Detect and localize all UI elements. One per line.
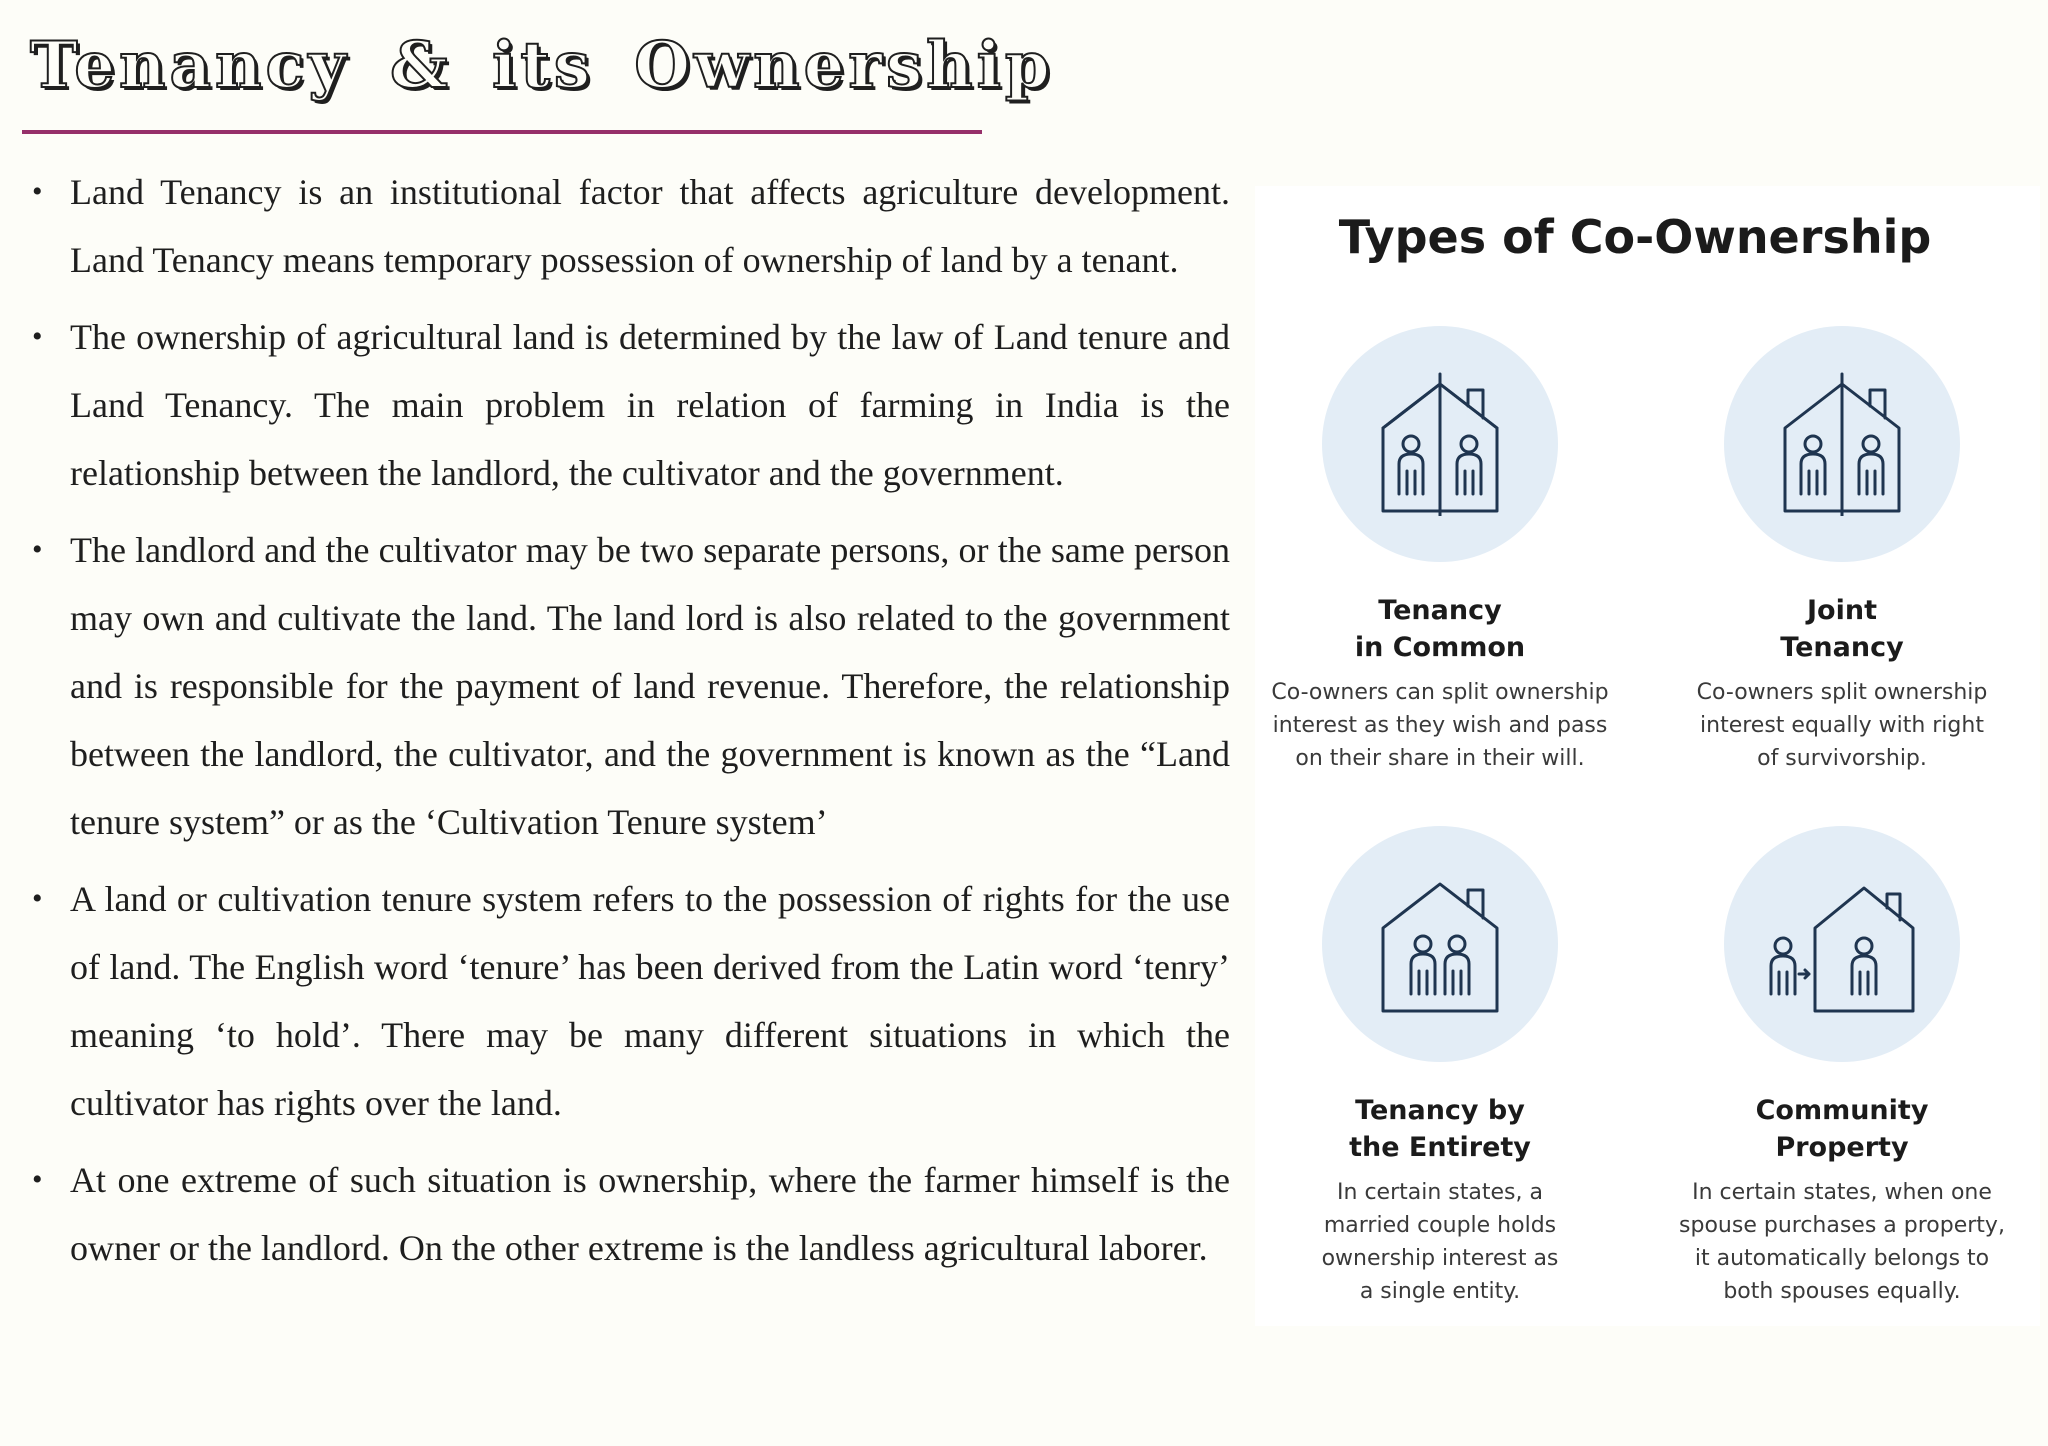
infographic-title: Types of Co-Ownership [1338,210,1932,264]
card-description [1652,676,2032,775]
bullet-item [30,516,1230,856]
card-description [1250,1176,1630,1308]
card-title [1250,1092,1630,1166]
card-desc-line: of survivorship. [1757,746,1927,771]
bullet-text: The landlord and the cultivator may be two separate persons, or the same person may own and cultivate the land. The land lord is also related to the government and is responsible for the payment of land revenue. Therefore, the relationship between the landlord, the cultivator, and the government is known as the “Land tenure system” or as the ‘Cultivation Tenure system’ [70,530,1230,842]
icon-circle [1322,826,1558,1062]
card-title [1250,592,1630,666]
card-title-line: Property [1775,1132,1909,1163]
bullet-item [30,865,1230,1137]
card-desc-line: a single entity. [1359,1279,1521,1304]
card-joint-tenancy [1652,326,2032,775]
bullet-item [30,158,1230,294]
card-desc-line: Co-owners split ownership [1696,680,1988,705]
card-title-line: the Entirety [1349,1132,1531,1163]
bullet-item [30,1146,1230,1282]
icon-circle [1724,326,1960,562]
card-desc-line: In certain states, a [1337,1180,1543,1205]
card-desc-line: it automatically belongs to [1694,1246,1990,1271]
card-desc-line: both spouses equally. [1723,1279,1961,1304]
card-desc-line: ownership interest as [1321,1246,1559,1271]
bullet-marker: • [32,175,43,208]
house-two-people-icon [1365,866,1515,1016]
bullet-text: The ownership of agricultural land is determined by the law of Land tenure and Land Tenancy. The main problem in relation of farming in India is the relationship between the landlord, the cultivator and the government. [70,317,1230,493]
icon-circle [1322,326,1558,562]
bullet-marker: • [32,320,43,353]
bullet-text: At one extreme of such situation is ownership, where the farmer himself is the owner or the landlord. On the other extreme is the landless agricultural laborer. [70,1160,1230,1268]
bullet-item [30,303,1230,507]
bullet-marker: • [32,533,43,566]
co-ownership-infographic [1255,186,2040,1326]
card-desc-line: Co-owners can split ownership [1271,680,1609,705]
card-title-line: Tenancy [1780,632,1904,663]
card-community-property [1652,826,2032,1308]
bullet-text: A land or cultivation tenure system refers to the possession of rights for the use of land. The English word ‘tenure’ has been derived from the Latin word ‘tenry’ meaning ‘to hold’. There may be many different situations in which the cultivator has rights over the land. [70,879,1230,1123]
card-desc-line: interest as they wish and pass [1272,713,1608,738]
card-tenancy-in-common [1250,326,1630,775]
bullet-list [30,158,1230,1291]
bullet-marker: • [32,882,43,915]
icon-circle [1724,826,1960,1062]
card-title-line: Tenancy [1378,595,1502,626]
bullet-marker: • [32,1163,43,1196]
card-title-line: in Common [1354,632,1526,663]
page-title: Tenancy & its Ownership [30,28,1054,103]
card-title-line: Tenancy by [1355,1095,1525,1126]
card-title-line: Joint [1807,595,1877,626]
card-description [1652,1176,2032,1308]
card-description [1250,676,1630,775]
card-title [1652,1092,2032,1166]
person-transfer-house-icon [1767,866,1917,1016]
card-desc-line: interest equally with right [1700,713,1984,738]
card-desc-line: on their share in their will. [1295,746,1585,771]
card-desc-line: married couple holds [1323,1213,1557,1238]
card-desc-line: In certain states, when one [1692,1180,1992,1205]
card-tenancy-by-entirety [1250,826,1630,1308]
title-underline [22,130,982,134]
divided-house-two-people-icon [1365,366,1515,516]
card-title [1652,592,2032,666]
divided-house-two-people-icon [1767,366,1917,516]
card-title-line: Community [1755,1095,1929,1126]
bullet-text: Land Tenancy is an institutional factor that affects agriculture development. Land Tenancy means temporary possession of ownership of land by a tenant. [70,172,1230,280]
card-desc-line: spouse purchases a property, [1679,1213,2005,1238]
